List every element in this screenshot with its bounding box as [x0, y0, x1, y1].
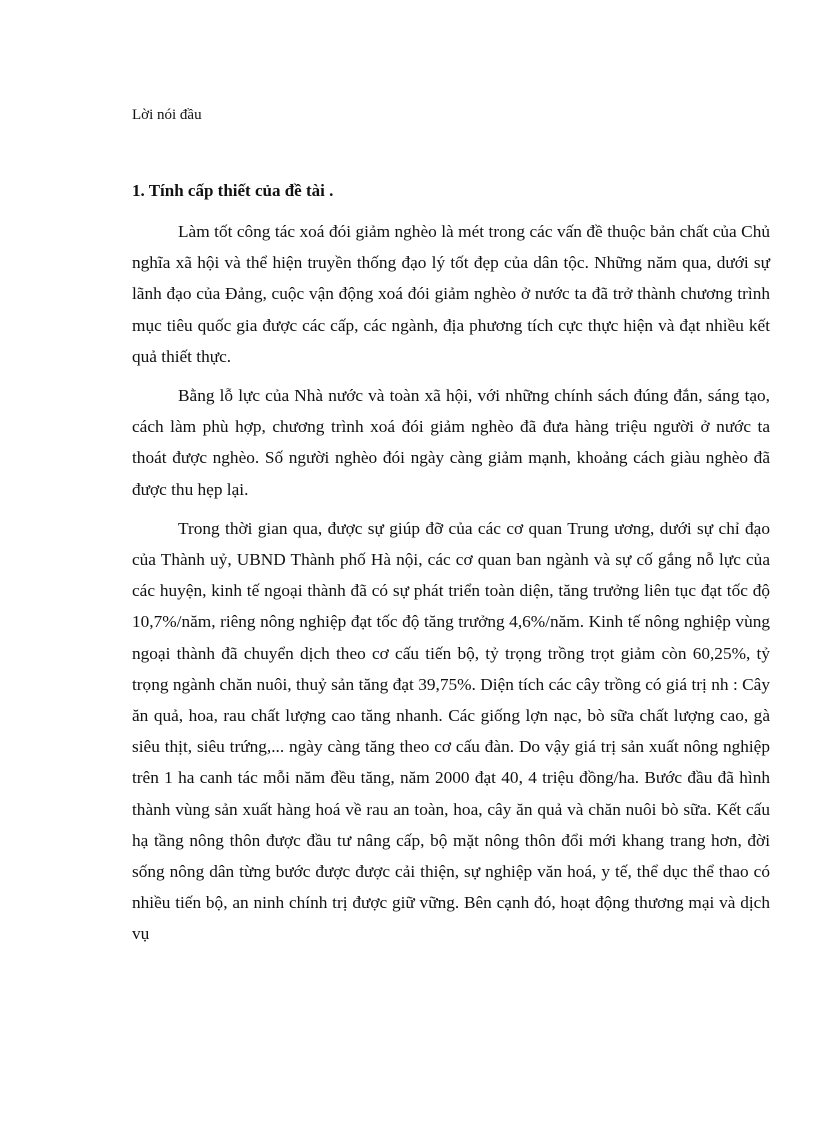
preface-title: Lời nói đầu	[132, 107, 202, 123]
paragraph-3: Trong thời gian qua, được sự giúp đỡ của các cơ quan Trung ương, dưới sự chỉ đạo của Thành uỷ, UBND Thành phố Hà nội, các cơ quan ban ngành và sự cố gắng nỗ lực của các huyện, kinh tế ngoại thành đã có sự phát triển toàn diện, tăng trưởng liên tục đạt tốc độ 10,7%/năm, riêng nông nghiệp đạt tốc độ tăng trưởng 4,6%/năm. Kinh tế nông nghiệp vùng ngoại thành đã chuyển dịch theo cơ cấu tiến bộ, tỷ trọng trồng trọt giảm còn 60,25%, tỷ trọng ngành chăn nuôi, thuỷ sản tăng đạt 39,75%. Diện tích các cây trồng có giá trị nh : Cây ăn quả, hoa, rau chất lượng cao tăng nhanh. Các giống lợn nạc, bò sữa chất lượng cao, gà siêu thịt, siêu trứng,... ngày càng tăng theo cơ cấu đàn. Do vậy giá trị sản xuất nông nghiệp trên 1 ha canh tác mỗi năm đều tăng, năm 2000 đạt 40, 4 triệu đồng/ha. Bước đầu đã hình thành vùng sản xuất hàng hoá về rau an toàn, hoa, cây ăn quả và chăn nuôi bò sữa. Kết cấu hạ tầng nông thôn được đầu tư nâng cấp, bộ mặt nông thôn đổi mới khang trang hơn, đời sống nông dân từng bước được được cải thiện, sự nghiệp văn hoá, y tế, thể dục thể thao có nhiều tiến bộ, an ninh chính trị được giữ vững. Bên cạnh đó, hoạt động thương mại và dịch vụ	[132, 518, 770, 944]
paragraph-2: Bằng lỗ lực của Nhà nước và toàn xã hội, với những chính sách đúng đắn, sáng tạo, cách làm phù hợp, chương trình xoá đói giảm nghèo đã đưa hàng triệu người ở nước ta thoát được nghèo. Số người nghèo đói ngày càng giảm mạnh, khoảng cách giàu nghèo đã được thu hẹp lại.	[132, 386, 770, 499]
paragraph-1: Làm tốt công tác xoá đói giảm nghèo là mét trong các vấn đề thuộc bản chất của Chủ nghĩa xã hội và thể hiện truyền thống đạo lý tốt đẹp của dân tộc. Những năm qua, dưới sự lãnh đạo của Đảng, cuộc vận động xoá đói giảm nghèo ở nước ta đã trở thành chương trình mục tiêu quốc gia được các cấp, các ngành, địa phương tích cực thực hiện và đạt nhiều kết quả thiết thực.	[132, 222, 770, 366]
section-heading: 1. Tính cấp thiết của đề tài .	[132, 181, 334, 200]
body-text	[132, 216, 770, 958]
